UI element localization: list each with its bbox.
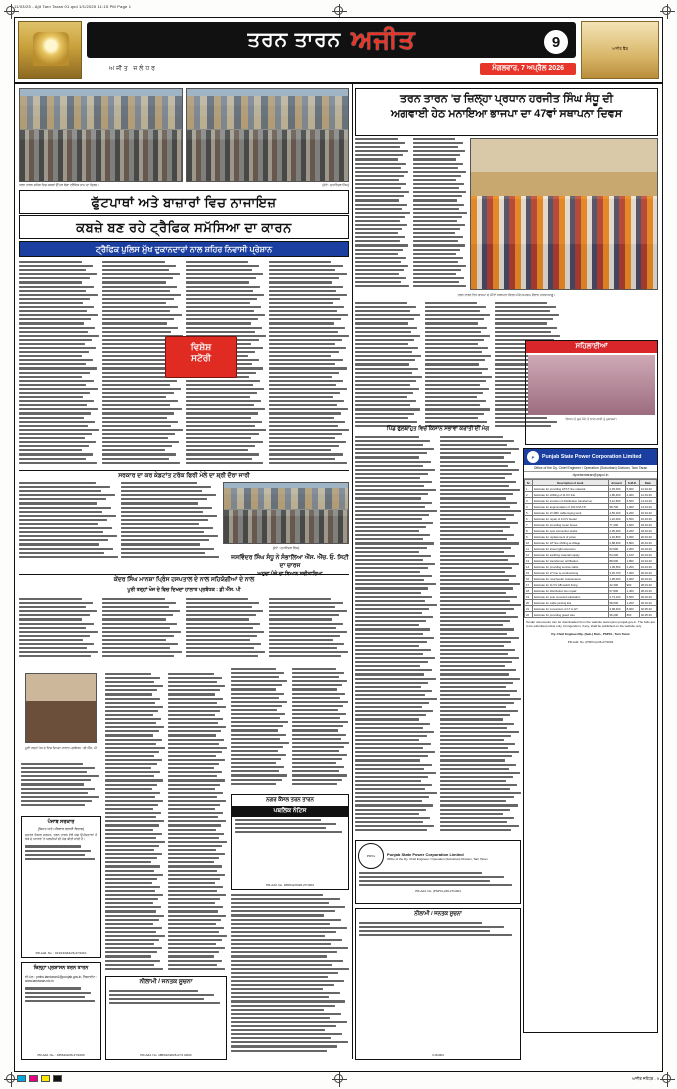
pspcl-pr-number: PR-Add. No. (PSPCL)/26-27/1004: [567, 640, 614, 644]
table-cell-2: 1,95,000: [608, 576, 625, 582]
table-cell-2: 2,74,100: [608, 594, 625, 600]
col3-bottom-text: [231, 894, 349, 1054]
table-cell-3: 1,600: [625, 522, 639, 528]
table-cell-0: 15: [525, 570, 533, 576]
table-cell-3: 2,500: [625, 516, 639, 522]
table-cell-3: 900: [625, 582, 639, 588]
pspcl-banner-title: Punjab State Power Corporation Limited: [387, 851, 464, 857]
table-cell-4: 28.04.26: [639, 588, 656, 594]
table-cell-1: Estimate for providing service cable: [533, 564, 608, 570]
table-cell-4: 20.04.26: [639, 534, 656, 540]
midleft-story1-photo-caption: (ਫੋਟੋ : ਸੁਖਵਿੰਦਰ ਸਿੰਘ): [272, 546, 300, 550]
ml2-col-3: [186, 598, 266, 662]
stamp-line-2: ਸਟੋਰੀ: [190, 353, 212, 363]
table-cell-0: 11: [525, 546, 533, 552]
col3-col-1: [231, 668, 289, 788]
table-cell-4: 26.04.26: [639, 570, 656, 576]
lead-headline-line2: ਕਬਜ਼ੇ ਬਣ ਰਹੇ ਟ੍ਰੈਫਿਕ ਸਮੱਸਿਆ ਦਾ ਕਾਰਨ: [19, 215, 349, 239]
stamp-line-1: ਵਿਸ਼ੇਸ਼: [190, 342, 212, 352]
ad-b-filler: [22, 985, 100, 1005]
rs-col-1: [355, 138, 410, 290]
table-cell-4: 14.04.26: [639, 498, 656, 504]
portrait-photo: [25, 673, 97, 743]
color-swatch-magenta: [29, 1075, 38, 1082]
table-cell-3: 1,100: [625, 552, 639, 558]
right-story-body-top: [355, 138, 467, 290]
page-frame: [14, 17, 663, 1072]
left-bottom-text-col: [21, 763, 101, 811]
table-cell-1: Estimate for repair of 11 KV feeder: [533, 516, 608, 522]
ad-a-subheading: (ਸਿਹਤ ਅਤੇ ਪਰਿਵਾਰ ਭਲਾਈ ਵਿਭਾਗ): [37, 827, 85, 831]
pspcl-ad-title: Punjab State Power Corporation Limited: [542, 454, 642, 460]
table-cell-1: Estimate for LT ABC cable laying work: [533, 510, 608, 516]
table-cell-3: 8,000: [625, 606, 639, 612]
right-story-headline: [355, 88, 658, 136]
center-text-block: [105, 673, 227, 973]
table-cell-4: 12.04.26: [639, 486, 656, 492]
table-cell-4: 18.04.26: [639, 528, 656, 534]
th-description: Description of work: [533, 480, 608, 486]
lead-col-4: [269, 261, 349, 466]
table-cell-4: 02.05.26: [639, 606, 656, 612]
table-cell-2: 1,40,800: [608, 534, 625, 540]
lead-headline-line1: ਫੁੱਟਪਾਥਾਂ ਅਤੇ ਬਾਜ਼ਾਰਾਂ ਵਿਚ ਨਾਜਾਇਜ਼: [19, 190, 349, 214]
table-cell-3: 2,000: [625, 504, 639, 510]
th-sr: Sr.: [525, 480, 533, 486]
ad-a-body: ਦਫ਼ਤਰ ਸਿਵਲ ਸਰਜਨ, ਤਰਨ ਤਾਰਨ ਵੱਲੋਂ ਯੋਗ ਉਮੀਦਵਾਰਾਂ ਤੋਂ ਠੇਕੇ ਦੇ ਆਧਾਰ 'ਤੇ ਅਰਜ਼ੀਆਂ ਦੀ ਮੰਗ ਕੀਤੀ ਜਾਂਦੀ ਹੈ।: [25, 833, 97, 842]
table-cell-0: 19: [525, 594, 533, 600]
pspcl-signature: Dy. Chief Engineer/Op. (Sub.) Divn., PSPCL, Tarn Taran: [551, 632, 630, 636]
table-cell-2: 2,05,300: [608, 528, 625, 534]
ad-e-pr-number: C-81004: [432, 1053, 444, 1057]
table-cell-3: 7,000: [625, 570, 639, 576]
masthead-subline: [87, 60, 576, 78]
crop-mark-icon: [662, 1074, 671, 1083]
pspcl-ad-subtitle: Office of the Dy. Chief Engineer / Operation (Suburban) Division, Tarn Taran: [524, 465, 657, 472]
table-cell-2: 1,86,400: [608, 492, 625, 498]
pspcl-tender-ad: [523, 448, 658, 1033]
table-cell-2: 2,45,000: [608, 486, 625, 492]
ml2-col-1: [19, 598, 99, 662]
sahilaan-photo: [528, 355, 655, 415]
color-swatch-yellow: [41, 1075, 50, 1082]
ad-e-body: [356, 920, 520, 940]
table-cell-4: 02.05.26: [639, 612, 656, 618]
masthead-rule: [15, 82, 662, 84]
table-cell-0: 17: [525, 582, 533, 588]
table-cell-2: 1,09,500: [608, 564, 625, 570]
table-cell-0: 10: [525, 540, 533, 546]
table-cell-1: Estimate for replacement of poles: [533, 534, 608, 540]
ad-district-admin: [21, 962, 101, 1060]
table-cell-0: 5: [525, 510, 533, 516]
ad-pspcl-banner: [355, 840, 521, 904]
portrait-caption: ਪੂਰੀ ਤਰ੍ਹਾਂ ਖੋਜ ਦੇ ਵਿਚ ਦਿਖਦਾ ਹਾਲਾਤ ਪ੍ਰਬੰਧਕ : ਡੀ ਐੱਸ. ਪੀ: [24, 746, 98, 750]
table-cell-0: 18: [525, 588, 533, 594]
color-swatch-black: [53, 1075, 62, 1082]
table-cell-4: 14.04.26: [639, 504, 656, 510]
masthead-left-photo: [18, 21, 82, 79]
table-cell-3: 2,200: [625, 564, 639, 570]
table-cell-3: 6,500: [625, 498, 639, 504]
street-photo-2: [186, 88, 350, 182]
special-story-stamp: [165, 336, 237, 378]
midleft-col-1: [19, 482, 118, 562]
table-cell-2: 67,800: [608, 588, 625, 594]
ct-col-2: [168, 673, 228, 973]
ad-d-body: [232, 817, 348, 837]
table-cell-0: 16: [525, 576, 533, 582]
table-cell-4: 24.04.26: [639, 564, 656, 570]
right-headline-line2: ਅਗਵਾਈ ਹੇਠ ਮਨਾਇਆ ਭਾਜਪਾ ਦਾ 47ਵਾਂ ਸਥਾਪਨਾ ਦਿਵਸ: [390, 108, 623, 120]
crop-mark-icon: [6, 6, 15, 15]
table-cell-3: 1,300: [625, 546, 639, 552]
table-cell-4: 28.04.26: [639, 582, 656, 588]
table-cell-4: 16.04.26: [639, 510, 656, 516]
crop-mark-icon: [662, 6, 671, 15]
th-emd: E.M.D.: [625, 480, 639, 486]
ad-b-pr-number: PR-Add. No. : 0456102/26-27/1009: [37, 1053, 85, 1057]
table-cell-0: 8: [525, 528, 533, 534]
table-cell-2: 2,88,600: [608, 540, 625, 546]
column-divider: [352, 84, 353, 1059]
table-cell-2: 54,200: [608, 552, 625, 558]
pspcl-banner-sub: Office of the Dy. Chief Engineer / Operation (Suburban) Division, Tarn Taran: [387, 856, 488, 861]
table-cell-4: 16.04.26: [639, 516, 656, 522]
masthead-edition-title: ਤਰਨ ਤਾਰਨ: [247, 28, 342, 51]
table-cell-3: 4,000: [625, 576, 639, 582]
table-cell-1: Estimate for augmentation of 100 KVA T/F: [533, 504, 608, 510]
table-cell-3: 4,200: [625, 528, 639, 534]
masthead-right-photo: [581, 21, 659, 79]
table-cell-3: 1,200: [625, 600, 639, 606]
table-cell-1: Estimate for conversion of LT to HT: [533, 606, 608, 612]
table-cell-4: 30.04.26: [639, 600, 656, 606]
table-cell-2: 77,400: [608, 522, 625, 528]
color-bar-footer: [14, 1074, 663, 1083]
ad-punjab-govt-health: [21, 816, 101, 958]
table-cell-2: 36,200: [608, 612, 625, 618]
col3-body: [231, 668, 349, 788]
right-subhead: ਪਿੰਡ ਫੁਲਬਾਹੁਤ ਵਿਚ ਕਿਸਾਨ ਸਭਾਵਾਂ ਕਰਾਂਤੀ ਦੀ ਮੰਗ: [386, 426, 490, 432]
table-cell-4: 20.04.26: [639, 540, 656, 546]
rm-col-1: [355, 436, 437, 836]
midleft-story1-photo: [223, 482, 349, 544]
table-cell-0: 2: [525, 492, 533, 498]
lead-subheadline: ਟ੍ਰੈਫਿਕ ਪੁਲਿਸ ਮੁੱਖ ਦੁਕਾਨਦਾਰਾਂ ਨਾਲ ਸ਼ਹਿਰ ਨਿਵਾਸੀ ਪ੍ਰੇਸ਼ਾਨ: [19, 241, 349, 257]
pspcl-ad-header: [524, 449, 657, 465]
table-cell-1: Estimate for new connection works: [533, 528, 608, 534]
rs-col-2: [413, 138, 468, 290]
ml2-col-4: [269, 598, 349, 662]
table-cell-1: Estimate for street light extension: [533, 546, 608, 552]
masthead-date: ਮੰਗਲਵਾਰ, 7 ਅਪ੍ਰੈਲ 2026: [480, 63, 576, 75]
right-middle-text: [355, 436, 521, 836]
table-cell-1: Estimate for transformer oil filtration: [533, 558, 608, 564]
street-photo-1: [19, 88, 183, 182]
pspcl-logo-icon: PSPCL: [358, 843, 384, 869]
table-cell-4: 22.04.26: [639, 552, 656, 558]
midleft-story2-subhead: ਪੂਰੀ ਤਰ੍ਹਾਂ ਖੋਜ ਦੇ ਵਿਚ ਦਿਖਦਾ ਹਾਲਾਤ ਪ੍ਰਬੰਧਕ : ਡੀ ਐੱਸ. ਪੀ: [127, 587, 241, 593]
col3-col-2: [292, 668, 350, 788]
table-cell-1: Estimate for 11 KV AB switch fixing: [533, 582, 608, 588]
table-cell-3: 1,800: [625, 558, 639, 564]
footer-label: ਅਜੀਤ ਜਲੰਧਰ - 9: [631, 1076, 659, 1081]
table-cell-1: Estimate for providing HT/LT line material: [533, 486, 608, 492]
ml2-col-2: [102, 598, 182, 662]
table-cell-1: Estimate for pole mounted substation: [533, 594, 608, 600]
table-cell-1: Estimate for LT line re-conductoring: [533, 570, 608, 576]
table-cell-2: 4,56,200: [608, 510, 625, 516]
table-cell-0: 1: [525, 486, 533, 492]
th-amount: Amount: [608, 480, 625, 486]
table-cell-3: 3,000: [625, 534, 639, 540]
table-cell-2: 3,45,700: [608, 570, 625, 576]
midleft-story2-headline: ਕੇਂਦਰ ਸਿੰਘ ਮਾਨਸ਼ਾ ਪ੍ਰਿੰਸ ਹਸਪਤਾਲ ਦੇ ਨਾਲ ਸਹਿਯੋਗੀਆਂ ਦੇ ਨਾਲ: [113, 577, 255, 583]
midleft-col-2: [121, 482, 220, 562]
ad-public-notice: [105, 976, 227, 1060]
col3-story-subhead: ਅਹੁਦਾ ਪੰਜੇ ਦਾ ਬਿਆਨ ਸਵੀਕਾਰਿਆ: [257, 571, 323, 577]
color-swatch-cyan: [17, 1075, 26, 1082]
table-cell-2: 63,900: [608, 546, 625, 552]
table-cell-0: 13: [525, 558, 533, 564]
ad-c-body: [106, 988, 226, 1008]
masthead-paper-title: ਅਜੀਤ: [351, 25, 416, 54]
rs2-col-1: [355, 302, 422, 432]
ad-a-heading: ਪੰਜਾਬ ਸਰਕਾਰ: [47, 819, 75, 825]
table-cell-2: 42,300: [608, 582, 625, 588]
th-date: Date: [639, 480, 656, 486]
pspcl-tender-note: Tender documents can be downloaded from the website www.eproc.punjab.gov.in. The bids are to be submitted online only. Corrigendum, if any, shall be published on the website only.: [526, 620, 655, 628]
sahilaan-box: [525, 340, 658, 445]
table-cell-0: 12: [525, 552, 533, 558]
table-cell-1: Estimate for cable jointing kits: [533, 600, 608, 606]
ad-d-pr-number: PR-Add. No. 188/012/2026-27/1004: [266, 883, 314, 887]
sahilaan-heading: ਸਹਿਲਾਈਆਂ: [526, 341, 657, 353]
ad-d-heading: ਨਗਰ ਕੌਂਸਲ ਤਰਨ ਤਾਰਨ: [266, 797, 314, 803]
table-cell-4: 12.04.26: [639, 492, 656, 498]
table-cell-1: Estimate for distribution box repair: [533, 588, 608, 594]
table-cell-0: 20: [525, 600, 533, 606]
masthead-title-band: [87, 22, 576, 58]
masthead: [15, 18, 662, 82]
table-row: [525, 612, 657, 618]
table-cell-3: 5,500: [625, 594, 639, 600]
table-cell-1: Estimate for providing guard wire: [533, 612, 608, 618]
masthead-center: [87, 20, 576, 80]
masthead-right-caption: ਅਜੀਤ ਵੈੱਬ: [612, 46, 628, 51]
ad-c-heading: ਨੀਲਾਮੀ / ਜਨਤਕ ਸੂਚਨਾ: [139, 979, 193, 985]
table-cell-0: 6: [525, 516, 533, 522]
section-divider: [19, 470, 349, 471]
crop-mark-icon: [334, 6, 343, 15]
table-cell-3: 5,000: [625, 486, 639, 492]
table-cell-2: 88,000: [608, 558, 625, 564]
ad-b-body: ਈ-ਮੇਲ : pmhs.tarntaran1@punjab.gov.in, ਵੈੱਬਸਾਈਟ : www.tarntaran.nic.in: [25, 975, 97, 984]
pspcl-logo-icon: P: [527, 451, 539, 463]
table-cell-0: 9: [525, 534, 533, 540]
table-cell-3: 5,800: [625, 540, 639, 546]
right-headline-line1: ਤਰਨ ਤਾਰਨ 'ਚ ਜ਼ਿਲ੍ਹਾ ਪ੍ਰਧਾਨ ਹਰਜੀਤ ਸਿੰਘ ਸੰਧੂ ਦੀ: [399, 93, 614, 105]
masthead-edition-label: ਅਜੀਤ ਜਲੰਧਰ: [109, 65, 157, 72]
sahilaan-caption: ਵਿਆਹ ਦੇ ਸ਼ੁਭ ਮੌਕੇ 'ਤੇ ਲਾੜਾ-ਲਾੜੀ ਨੂੰ ਮੁਬਾਰਕਾਂ।: [565, 417, 618, 421]
midleft-story2-body: [19, 598, 349, 662]
table-cell-0: 4: [525, 504, 533, 510]
midleft-story1-headline: ਸਰਕਾਰ ਦਾ ਕਰ ਕੇਡਟਾਂਤ ਟਰੱਕ ਫਿਰੀ ਮੇਲੇ ਦਾ ਸ਼੍ਰੀ ਦੌਰਾ ਜਾਰੀ: [118, 473, 250, 479]
bjp-event-photo: [470, 138, 658, 290]
ct-col-1: [105, 673, 165, 973]
ad-auction-notice: [355, 908, 521, 1060]
table-cell-2: 1,22,000: [608, 516, 625, 522]
table-cell-1: Estimate for providing meter boxes: [533, 522, 608, 528]
table-cell-0: 14: [525, 564, 533, 570]
table-cell-1: Estimate for rural feeder maintenance: [533, 576, 608, 582]
table-cell-0: 22: [525, 612, 533, 618]
table-cell-0: 7: [525, 522, 533, 528]
table-cell-1: Estimate for earthing material supply: [533, 552, 608, 558]
table-cell-2: 3,98,400: [608, 606, 625, 612]
col3-story-headline: ਜਸਵਿੰਦਰ ਸਿੰਘ ਸੰਧੂ ਨੇ ਸੰਭਾਲਿਆ ਐੱਸ. ਐੱਚ. ਓ. ਸਿਟੀ ਦਾ ਚਾਰਜ: [231, 555, 349, 569]
pspcl-tender-table: [524, 479, 657, 618]
table-cell-3: 4,000: [625, 492, 639, 498]
bjp-event-photo-caption: ਤਰਨ ਤਾਰਨ ਵਿਖੇ ਭਾਜਪਾ ਦੇ 47ਵਾਂ ਸਥਾਪਨਾ ਦਿਵਸ ਮੌਕੇ ਸਮਾਗਮ ਦੌਰਾਨ ਹਾਜ਼ਰ ਆਗੂ।: [457, 293, 556, 297]
lead-photo-caption: [19, 183, 349, 187]
table-cell-4: 24.04.26: [639, 558, 656, 564]
table-cell-0: 21: [525, 606, 533, 612]
ad-b-heading: ਜ਼ਿਲ੍ਹਾ ਪ੍ਰਸ਼ਾਸਨ ਤਰਨ ਤਾਰਨ: [33, 965, 89, 971]
table-cell-1: Estimate for erection of distribution transformer: [533, 498, 608, 504]
table-cell-4: 18.04.26: [639, 522, 656, 528]
ad-nagar-council: [231, 794, 349, 890]
rs2-col-2: [425, 302, 492, 432]
pspcl-banner-filler: [356, 871, 520, 889]
caption-text: ਤਰਨ ਤਾਰਨ ਸ਼ਹਿਰ ਵਿਚ ਸੜਕਾਂ ਉੱਪਰ ਲੱਗਾ ਟ੍ਰੈਫਿਕ ਜਾਮ ਦਾ ਦ੍ਰਿਸ਼।: [19, 183, 100, 187]
pspcl-ad-email: dycetarntaran@pspcl.in: [524, 472, 657, 479]
table-cell-2: 58,600: [608, 600, 625, 606]
pspcl-banner-pr: PR-Add. No. (PSPCL)/26-27/1004: [415, 889, 461, 894]
ad-a-filler: [22, 843, 100, 863]
ad-d-black-bar: ਪਬਲਿਕ ਨੋਟਿਸ: [232, 806, 348, 817]
lead-col-1: [19, 261, 99, 466]
table-cell-2: 98,700: [608, 504, 625, 510]
table-cell-1: Estimate for HT line shifting at village: [533, 540, 608, 546]
table-cell-3: 9,200: [625, 510, 639, 516]
ad-a-pr-number: PR-Add. No. : 013/13/0&4/26-27/1010: [35, 951, 87, 955]
table-cell-4: 22.04.26: [639, 546, 656, 552]
page-number-badge: 9: [542, 28, 570, 56]
table-cell-1: Estimate for shifting of 11 KV line: [533, 492, 608, 498]
table-cell-3: 800: [625, 612, 639, 618]
lead-photo-strip: [19, 88, 349, 182]
table-cell-3: 1,400: [625, 588, 639, 594]
print-registration-text: 11/03/25 - Ajit Tarn Taran 01.qxd 1/1/2025 11:15 PM Page 1: [14, 4, 132, 9]
ad-c-pr-number: PR-Add. No. 188/012/2026-27/1 03/04: [140, 1053, 192, 1057]
midleft-story1-body: [19, 482, 219, 562]
ad-e-heading: ਨੀਲਾਮੀ / ਜਨਤਕ ਸੂਚਨਾ: [414, 911, 462, 917]
table-cell-4: 26.04.26: [639, 576, 656, 582]
table-cell-2: 3,12,500: [608, 498, 625, 504]
rm-col-2: [440, 436, 522, 836]
table-cell-4: 30.04.26: [639, 594, 656, 600]
table-cell-0: 3: [525, 498, 533, 504]
caption-credit: (ਫੋਟੋ : ਸੁਖਵਿੰਦਰ ਸਿੰਘ): [322, 183, 349, 187]
